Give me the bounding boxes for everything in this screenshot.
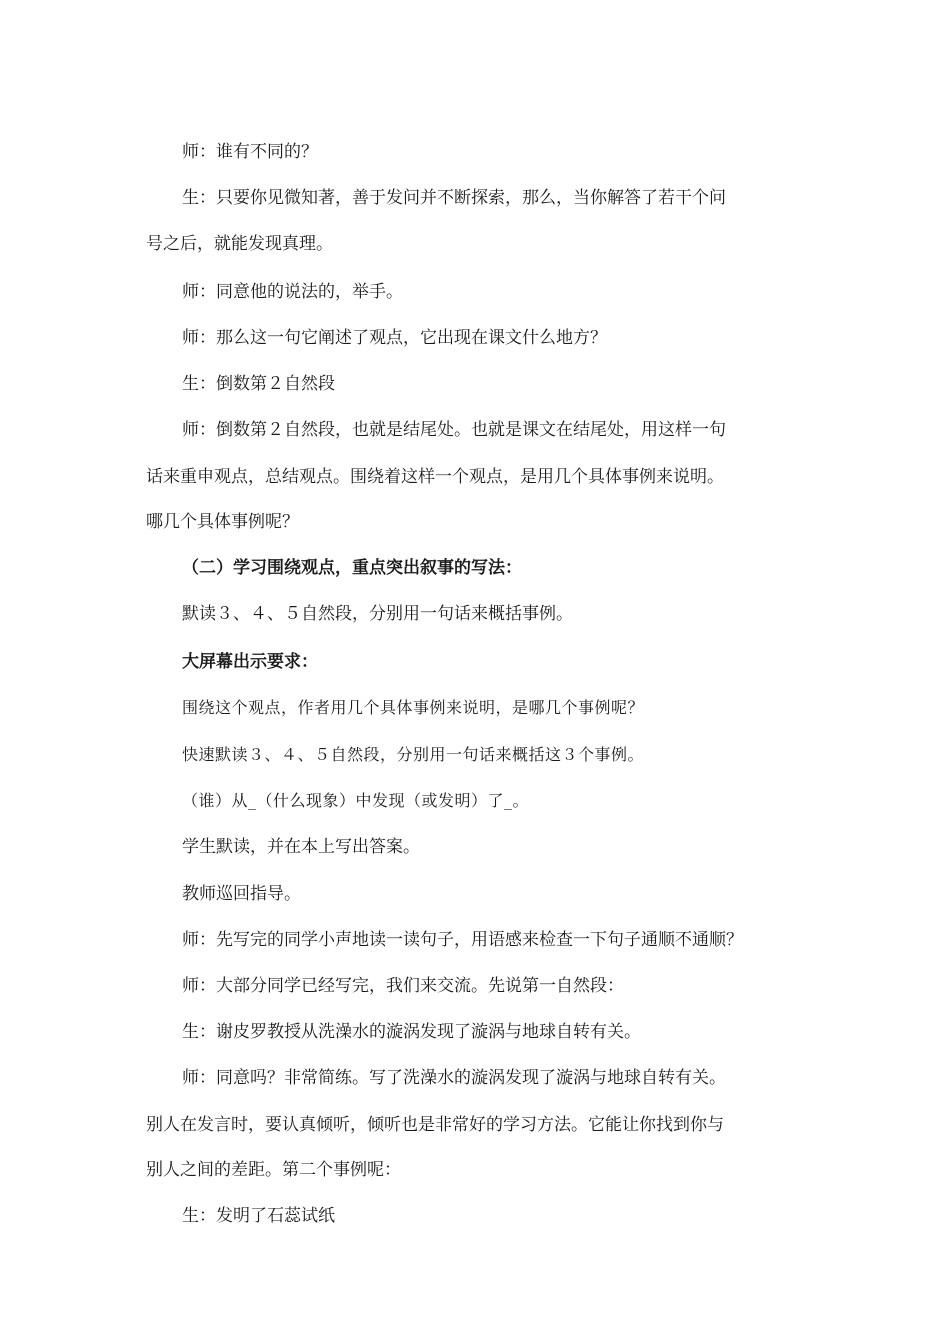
dialogue-line: 师：大部分同学已经写完，我们来交流。先说第一自然段： (182, 976, 624, 996)
dialogue-line: 师：同意他的说法的，举手。 (182, 282, 403, 302)
dialogue-line: 师：谁有不同的？ (182, 142, 318, 162)
dialogue-line: 别人之间的差距。第二个事例呢： (146, 1160, 401, 1180)
dialogue-line: 生：谢皮罗教授从洗澡水的漩涡发现了漩涡与地球自转有关。 (182, 1022, 641, 1042)
dialogue-line: 师：那么这一句它阐述了观点，它出现在课文什么地方？ (182, 328, 607, 348)
instruction-line: 默读３、４、５自然段，分别用一句话来概括事例。 (182, 604, 573, 624)
dialogue-line: 生：发明了石蕊试纸 (182, 1206, 335, 1226)
dialogue-line: 话来重申观点，总结观点。围绕着这样一个观点，是用几个具体事例来说明。 (146, 467, 724, 487)
dialogue-line: 师：倒数第２自然段，也就是结尾处。也就是课文在结尾处，用这样一句 (182, 420, 726, 440)
section-heading: （二）学习围绕观点，重点突出叙事的写法： (182, 558, 522, 578)
dialogue-line: 教师巡回指导。 (182, 884, 301, 904)
dialogue-line: 学生默读，并在本上写出答案。 (182, 837, 420, 857)
dialogue-line: 生：只要你见微知著，善于发问并不断探索，那么，当你解答了若干个问 (182, 188, 726, 208)
dialogue-line: 号之后，就能发现真理。 (146, 234, 333, 254)
requirement-line: 快速默读３、４、５自然段，分别用一句话来概括这３个事例。 (182, 745, 645, 764)
dialogue-line: 哪几个具体事例呢？ (146, 512, 299, 532)
dialogue-line: 生：倒数第２自然段 (182, 374, 335, 394)
dialogue-line: 师：同意吗？非常简练。写了洗澡水的漩涡发现了漩涡与地球自转有关。 (182, 1068, 726, 1088)
dialogue-line: 师：先写完的同学小声地读一读句子，用语感来检查一下句子通顺不通顺？ (182, 930, 743, 950)
requirement-template: （谁）从_（什么现象）中发现（或发明）了_。 (182, 791, 530, 810)
dialogue-line: 别人在发言时，要认真倾听，倾听也是非常好的学习方法。它能让你找到你与 (146, 1115, 724, 1135)
requirement-line: 围绕这个观点，作者用几个具体事例来说明，是哪几个事例呢？ (182, 698, 645, 717)
screen-requirement-heading: 大屏幕出示要求： (182, 652, 318, 672)
